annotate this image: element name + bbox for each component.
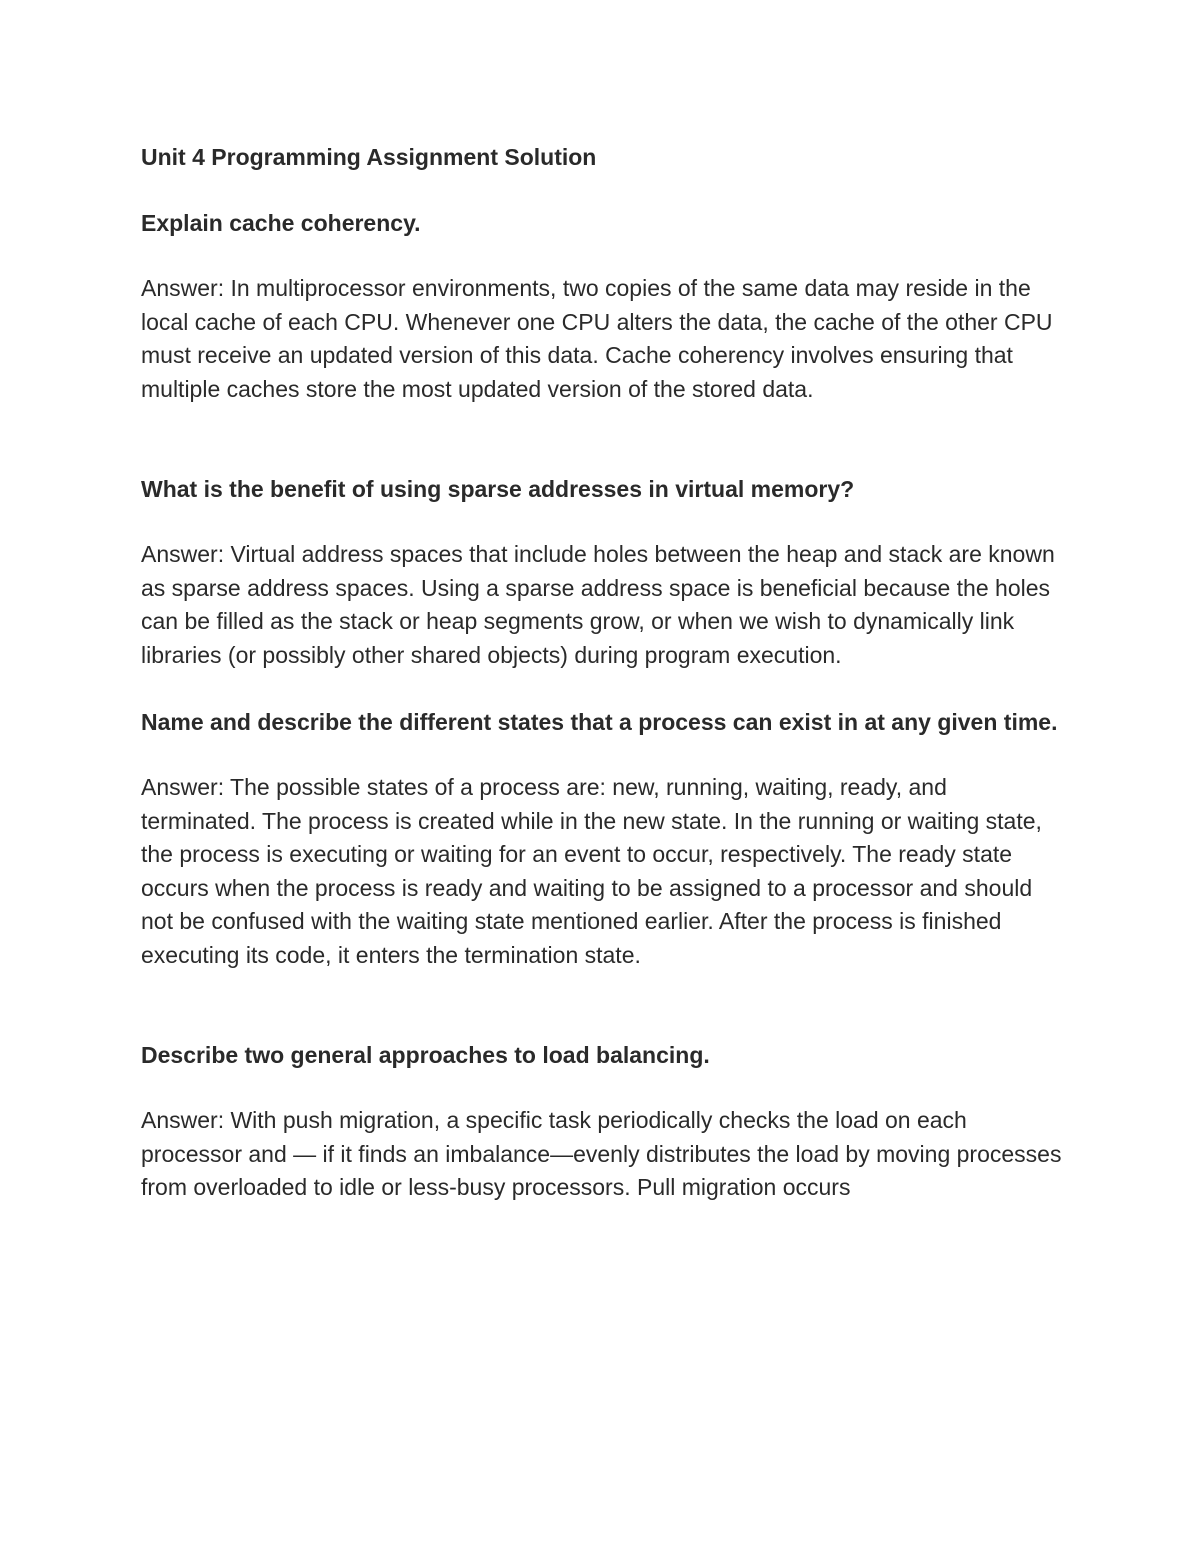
question-cache-coherency: Explain cache coherency. xyxy=(141,210,421,236)
answer-cache-coherency: Answer: In multiprocessor environments, two copies of the same data may reside in the local cache of each CPU. Whenever one CPU alters the data, the cache of the other CPU must receive an updated version of this data. Cache coherency involves ensuring that multiple caches store the most updated version of the stored data. xyxy=(141,275,1053,402)
question-process-states: Name and describe the different states that a process can exist in at any given time. xyxy=(141,709,1058,735)
question-load-balancing: Describe two general approaches to load balancing. xyxy=(141,1042,710,1068)
spacer xyxy=(141,972,1066,1038)
answer-sparse-addresses: Answer: Virtual address spaces that include holes between the heap and stack are known as sparse address spaces. Using a sparse address space is beneficial because the holes can be filled as the stack or heap segments grow, or when we wish to dynamically link libraries (or possibly other shared objects) during program execution. xyxy=(141,541,1055,668)
document-title: Unit 4 Programming Assignment Solution xyxy=(141,144,597,170)
answer-load-balancing: Answer: With push migration, a specific task periodically checks the load on each processor and — if it finds an imbalance—evenly distributes the load by moving processes from overloaded to idle or less-busy processors. Pull migration occurs xyxy=(141,1107,1062,1200)
question-sparse-addresses: What is the benefit of using sparse addresses in virtual memory? xyxy=(141,476,855,502)
spacer xyxy=(141,406,1066,472)
answer-process-states: Answer: The possible states of a process are: new, running, waiting, ready, and terminated. The process is created while in the new state. In the running or waiting state, the process is executing or waiting for an event to occur, respectively. The ready state occurs when the process is ready and waiting to be assigned to a processor and should not be confused with the waiting state mentioned earlier. After the process is finished executing its code, it enters the termination state. xyxy=(141,774,1042,968)
spacer xyxy=(141,672,1066,705)
document-page xyxy=(141,140,1066,1205)
